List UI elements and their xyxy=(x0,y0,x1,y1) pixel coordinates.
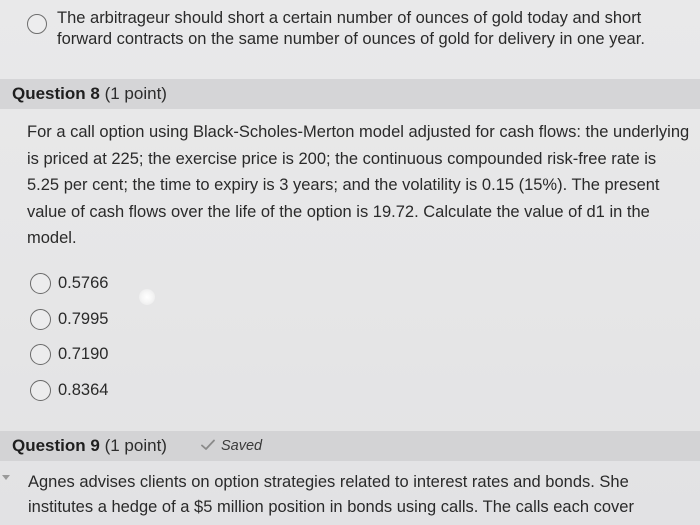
question-9-header xyxy=(0,431,700,461)
question-title xyxy=(12,435,167,457)
question-8-text: For a call option using Black-Scholes-Merton model adjusted for cash flows: the underlying is priced at 225; the exercise price is 200; the continuous compounded risk-free rate is 5.25 per cent; the time to expiry is 3 years; and the volatility is 0.15 (15%). The present value of cash flows over the life of the option is 19.72. Calculate the value of d1 in the model. xyxy=(27,123,690,247)
answer-radio[interactable] xyxy=(30,380,51,401)
answer-radio[interactable] xyxy=(30,344,51,365)
answer-label: 0.8364 xyxy=(58,380,109,399)
question-points: (1 point) xyxy=(104,436,167,455)
answer-option-1[interactable] xyxy=(30,271,190,307)
answer-label: 0.7190 xyxy=(58,345,109,363)
answer-label: 0.5766 xyxy=(58,274,109,292)
answer-radio[interactable] xyxy=(30,309,51,330)
option-radio[interactable] xyxy=(27,14,47,34)
question-8-answers xyxy=(30,271,190,413)
option-text: The arbitrageur should short a certain number of ounces of gold today and short forward contracts on the same number of ounces of gold for delivery in one year. xyxy=(57,9,645,48)
question-number: Question 8 xyxy=(12,84,100,103)
question-8-header xyxy=(0,79,700,109)
answer-radio[interactable] xyxy=(30,273,51,294)
screen-glare xyxy=(139,289,155,305)
question-points: (1 point) xyxy=(104,84,167,103)
question-number: Question 9 xyxy=(12,436,100,455)
check-icon xyxy=(201,439,215,451)
answer-label: 0.7995 xyxy=(58,309,109,328)
answer-option-2[interactable] xyxy=(30,307,190,343)
saved-label: Saved xyxy=(221,438,263,454)
collapse-arrow-icon[interactable] xyxy=(2,474,10,482)
answer-option-3[interactable] xyxy=(30,342,190,378)
saved-status xyxy=(201,436,262,456)
question-title xyxy=(12,83,167,105)
answer-option-4[interactable] xyxy=(30,378,190,414)
question-9-text: Agnes advises clients on option strategies related to interest rates and bonds. She institutes a hedge of a $5 million position in bonds using calls. The calls each cover xyxy=(28,473,634,516)
previous-question-option[interactable] xyxy=(0,0,700,66)
